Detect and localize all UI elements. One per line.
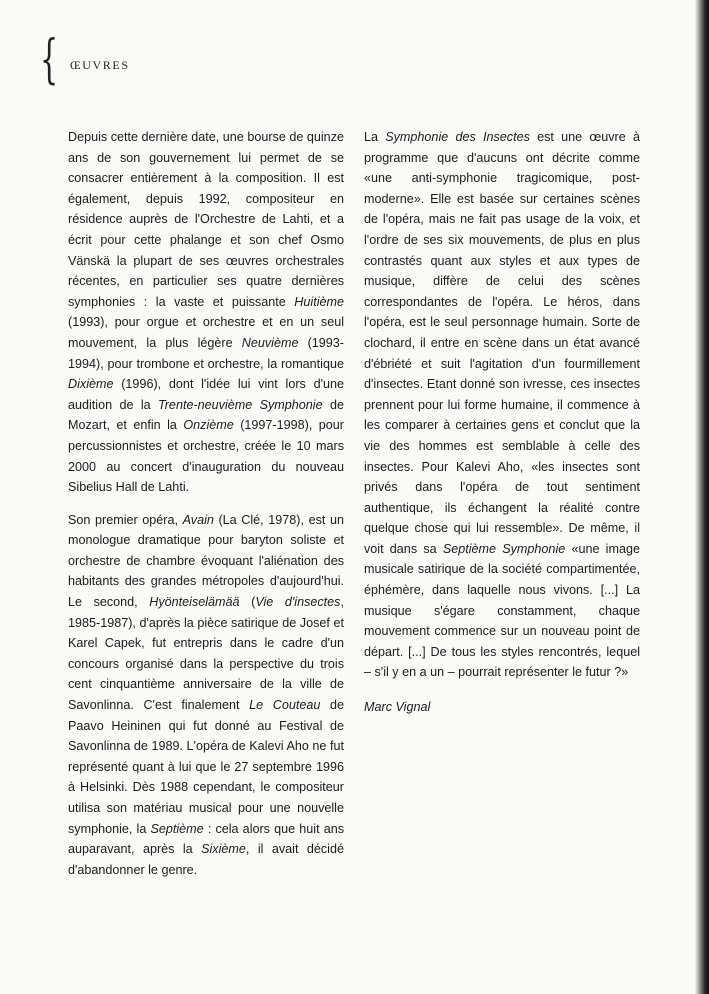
scan-edge bbox=[695, 0, 709, 994]
section-label: ŒUVRES bbox=[70, 58, 130, 72]
italic-run: Huitième bbox=[294, 294, 344, 309]
paragraph bbox=[364, 127, 640, 683]
text-run: : cela alors que huit ans auparavant, après la bbox=[68, 821, 344, 857]
brace-ornament: { bbox=[40, 30, 59, 90]
italic-run: Sixième bbox=[201, 842, 246, 857]
italic-run: Onzième bbox=[183, 418, 234, 433]
text-run: de Mozart, et enfin la bbox=[68, 397, 344, 433]
text-run: , 1985-1987), d'après la pièce satirique de Josef et Karel Capek, fut entrepris dans le cadre d'un concours organisé dans la perspective du trois cent cinquantième anniversaire de la ville de Savonlinna. C'est finalement bbox=[68, 595, 344, 713]
text-run: Depuis cette dernière date, une bourse de quinze ans de son gouvernement lui permet de se consacrer entièrement à la composition. Il est également, depuis 1992, compositeur en résidence auprès de l'Orchestre de Lahti, et a écrit pour cette phalange et son chef Osmo Vänskä la plupart de ses œuvres orchestrales récentes, en particulier ses quatre dernières symphonies : la vaste et puissante bbox=[68, 130, 344, 309]
text-run: (1997-1998), pour percussionnistes et orchestre, créée le 10 mars 2000 au concert d'inauguration du nouveau Sibelius Hall de Lahti. bbox=[68, 418, 344, 495]
text-run: (1993-1994), pour trombone et orchestre, la romantique bbox=[68, 335, 344, 371]
text-run: (La Clé, 1978), est un monologue dramatique pour baryton soliste et orchestre de chambre évoquant l'aliénation des habitants des grandes métropoles d'aujourd'hui. Le second, bbox=[68, 512, 344, 610]
italic-run: Hyönteiselämää bbox=[149, 595, 240, 610]
text-run: est une œuvre à programme que d'aucuns ont décrite comme «une anti-symphonie tragicomique, post-moderne». Elle est basée sur certaines scènes de l'opéra, mais ne fait pas usage de la voix, et l'ordre de ses six mouvements, de plus en plus contrastés quant aux styles et aux types de musique, diffère de celui des scènes correspondantes de l'opéra. Le héros, dans l'opéra, est le seul personnage humain. Sorte de clochard, il entre en scène dans un état avancé d'ébriété et suit l'agitation d'un fourmillement d'insectes. Etant donné son ivresse, ces insectes prennent pour lui forme humaine, il commence à les comparer à certaines gens et conclut que la vie des hommes est semblable à celle des insectes. Pour Kalevi Aho, «les insectes sont privés dans l'opéra de tout sentiment authentique, ils échangent la réalité contre quelque chose qui lui ressemble». De même, il voit dans sa bbox=[364, 130, 640, 556]
text-run: La bbox=[364, 130, 386, 144]
paragraph bbox=[68, 127, 344, 498]
italic-run: Septième bbox=[150, 821, 204, 836]
italic-run: Le Couteau bbox=[249, 698, 321, 713]
text-run: Son premier opéra, bbox=[68, 512, 183, 527]
paragraph bbox=[68, 510, 344, 881]
italic-run: Avain bbox=[182, 512, 214, 527]
italic-run: Trente-neuvième Symphonie bbox=[157, 397, 323, 412]
text-run: (1993), pour orgue et orchestre et en un seul mouvement, la plus légère bbox=[68, 315, 344, 350]
text-run: «une image musicale satirique de la société compartimentée, éphémère, dans laquelle nous vivons. [...] La musique s'égare constamment, chaque mouvement commence sur un nouveau point de départ. [...] De tous les styles rencontrés, lequel – s'il y en a un – pourrait représenter le futur ?» bbox=[364, 541, 640, 680]
right-column bbox=[364, 127, 640, 718]
text-run: , il avait décidé d'abandonner le genre. bbox=[68, 842, 344, 877]
left-column bbox=[68, 127, 344, 892]
italic-run: Septième Symphonie bbox=[442, 541, 566, 556]
author-signature: Marc Vignal bbox=[364, 700, 431, 715]
text-run: de Paavo Heininen qui fut donné au Festival de Savonlinna de 1989. L'opéra de Kalevi Aho ne fut représenté quant à lui que le 27 septembre 1996 à Helsinki. Dès 1988 cependant, le compositeur utilisa son matériau musical pour une nouvelle symphonie, la bbox=[68, 698, 344, 836]
text-run: (1996), dont l'idée lui vint lors d'une audition de la bbox=[68, 377, 344, 412]
italic-run: Symphonie des Insectes bbox=[385, 130, 530, 144]
italic-run: Neuvième bbox=[241, 335, 299, 350]
text-run: ( bbox=[239, 595, 256, 610]
italic-run: Vie d'insectes bbox=[255, 595, 341, 610]
italic-run: Dixième bbox=[68, 377, 114, 392]
